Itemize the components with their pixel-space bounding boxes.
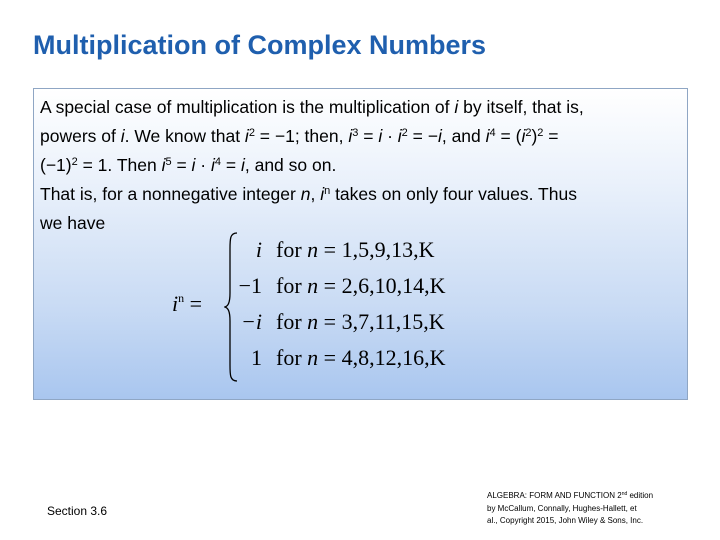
content-box xyxy=(33,88,688,400)
equation-row xyxy=(232,273,445,309)
content-paragraph xyxy=(40,93,680,238)
text-run: A special case of multiplication is the multiplication of xyxy=(40,97,455,117)
text-run: , xyxy=(310,184,321,204)
math-var: i xyxy=(521,126,526,146)
for-word: for xyxy=(276,273,308,298)
math-var: i xyxy=(437,126,442,146)
slide-title: Multiplication of Complex Numbers xyxy=(33,30,487,60)
exponent: 4 xyxy=(489,127,496,139)
math-var: i xyxy=(120,126,125,146)
credit-line-1 xyxy=(487,490,687,503)
content-line-1 xyxy=(40,93,680,122)
condition-values: = 1,5,9,13,K xyxy=(318,237,435,262)
exponent: 4 xyxy=(214,156,222,168)
case-condition xyxy=(276,273,445,299)
text-run: = xyxy=(171,155,192,175)
math-var: n xyxy=(300,184,311,204)
for-word: for xyxy=(276,237,308,262)
text-run: · xyxy=(382,126,398,146)
math-var: i xyxy=(240,155,245,175)
exponent: 2 xyxy=(525,127,532,139)
equation-row xyxy=(232,309,445,345)
for-word: for xyxy=(276,309,308,334)
math-var: i xyxy=(211,155,215,175)
credit-line-2: by McCallum, Connally, Hughes-Hallett, et xyxy=(487,503,637,513)
math-var: i xyxy=(485,126,490,146)
case-condition xyxy=(276,345,445,371)
exponent: n xyxy=(324,185,331,197)
text-run: · xyxy=(195,155,211,175)
text-run: powers of xyxy=(40,126,121,146)
exponent: 5 xyxy=(165,156,172,168)
condition-values: = 2,6,10,14,K xyxy=(318,273,446,298)
math-var: i xyxy=(454,97,459,117)
text-run: , and so on. xyxy=(244,155,337,175)
text-run: = − xyxy=(407,126,438,146)
content-line-3 xyxy=(40,151,680,180)
text-run: = xyxy=(221,155,241,175)
text-run: ) xyxy=(531,126,538,146)
content-line-2 xyxy=(40,122,680,151)
equation-row xyxy=(232,345,445,381)
text-run: by itself, that is, xyxy=(458,97,584,117)
text-run: = −1; then, xyxy=(254,126,349,146)
math-var: n xyxy=(307,309,319,334)
content-line-4 xyxy=(40,180,680,209)
text-run: = xyxy=(358,126,379,146)
text-run: takes on only four values. Thus xyxy=(330,184,577,204)
math-var: n xyxy=(307,273,319,298)
math-var: i xyxy=(320,184,325,204)
content-line-5: we have xyxy=(40,213,106,233)
math-var: n xyxy=(307,237,319,262)
math-var: i xyxy=(172,291,179,316)
text-run: , and xyxy=(441,126,486,146)
exponent: 2 xyxy=(248,127,255,139)
case-condition xyxy=(276,237,434,263)
text-run: ALGEBRA: FORM AND FUNCTION 2 xyxy=(487,491,622,500)
case-value: −i xyxy=(241,309,262,334)
text-run: = 1. Then xyxy=(77,155,162,175)
condition-values: = 4,8,12,16,K xyxy=(318,345,446,370)
math-var: i xyxy=(378,126,383,146)
case-condition xyxy=(276,309,445,335)
equals-sign: = xyxy=(184,291,203,316)
text-run: = xyxy=(543,126,559,146)
exponent: n xyxy=(178,291,185,305)
exponent: 3 xyxy=(352,127,359,139)
section-label: Section 3.6 xyxy=(47,504,108,518)
text-run: (−1) xyxy=(40,155,72,175)
for-word: for xyxy=(276,345,308,370)
case-value: −1 xyxy=(238,273,262,298)
math-var: i xyxy=(161,155,166,175)
equation-row xyxy=(232,237,434,273)
text-run: edition xyxy=(627,491,654,500)
copyright-credit xyxy=(487,490,687,528)
text-run: That is, for a nonnegative integer xyxy=(40,184,301,204)
ordinal-suffix: nd xyxy=(621,491,628,497)
case-value: 1 xyxy=(251,345,262,370)
text-run: = ( xyxy=(495,126,522,146)
exponent: 2 xyxy=(401,127,408,139)
math-var: i xyxy=(244,126,249,146)
credit-line-3: al., Copyright 2015, John Wiley & Sons, Inc. xyxy=(487,516,644,525)
math-var: i xyxy=(348,126,353,146)
exponent: 2 xyxy=(71,156,78,168)
math-var: n xyxy=(307,345,319,370)
condition-values: = 3,7,11,15,K xyxy=(318,309,445,334)
exponent: 2 xyxy=(537,127,544,139)
case-value: i xyxy=(255,237,262,262)
text-run: . We know that xyxy=(124,126,245,146)
math-var: i xyxy=(191,155,196,175)
math-var: i xyxy=(397,126,402,146)
equation-lhs xyxy=(172,291,202,317)
